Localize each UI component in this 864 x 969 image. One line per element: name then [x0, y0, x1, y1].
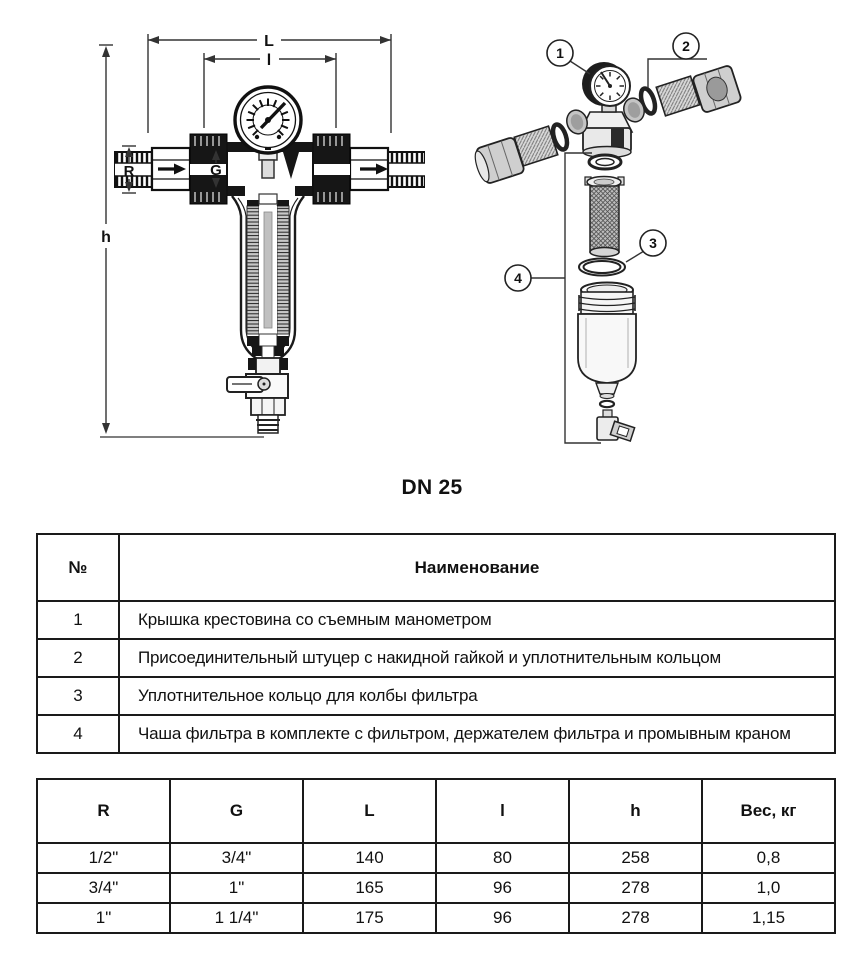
callout-1-leader [570, 61, 590, 74]
dimensions-table [36, 778, 836, 934]
dims-cell: 1,0 [702, 873, 835, 903]
callout-3-leader [626, 251, 644, 262]
callout-3-label: 3 [649, 235, 657, 251]
callout-3 [640, 230, 666, 256]
pressure-gauge [235, 87, 301, 153]
parts-row-2 [37, 639, 835, 677]
dims-cell: 1" [170, 873, 303, 903]
dims-cell: 258 [569, 843, 702, 873]
dims-header-L: L [303, 779, 436, 843]
dims-header-R: R [37, 779, 170, 843]
part-name: Чаша фильтра в комплекте с фильтром, держателем фильтра и промывным краном [119, 715, 835, 753]
bowl-oring [579, 259, 625, 276]
filter-bowl [578, 283, 636, 399]
filter-bowl-section [232, 194, 304, 366]
dims-cell: 1,15 [702, 903, 835, 933]
parts-header-name: Наименование [119, 534, 835, 601]
gauge-head [582, 62, 630, 106]
part-name: Крышка крестовина со съемным манометром [119, 601, 835, 639]
technical-drawing-cross-section [85, 18, 425, 465]
callout-1 [547, 40, 573, 66]
fitting-right-nut [692, 65, 742, 114]
part-name: Уплотнительное кольцо для колбы фильтра [119, 677, 835, 715]
dims-cell: 175 [303, 903, 436, 933]
dims-cell: 80 [436, 843, 569, 873]
dim-label-L: L [264, 33, 274, 50]
dims-cell: 96 [436, 903, 569, 933]
exploded-view-drawing [455, 18, 755, 465]
part-number: 4 [37, 715, 119, 753]
dims-header-G: G [170, 779, 303, 843]
dims-cell: 165 [303, 873, 436, 903]
drain-valve-exploded [597, 410, 635, 441]
part-number: 2 [37, 639, 119, 677]
callout-1-label: 1 [556, 45, 564, 61]
dims-cell: 140 [303, 843, 436, 873]
head-gasket [589, 155, 621, 169]
dims-row-1 [37, 843, 835, 873]
dims-cell: 1" [37, 903, 170, 933]
dims-cell: 96 [436, 873, 569, 903]
dims-row-2 [37, 873, 835, 903]
dim-label-G: G [210, 162, 222, 179]
dims-header-l: l [436, 779, 569, 843]
parts-row-1 [37, 601, 835, 639]
dim-label-R: R [123, 163, 135, 180]
callout-4-label: 4 [514, 270, 522, 286]
dims-cell: 1/2" [37, 843, 170, 873]
parts-row-3 [37, 677, 835, 715]
dims-header-h: h [569, 779, 702, 843]
dims-cell: 278 [569, 903, 702, 933]
dims-header-row [37, 779, 835, 843]
part-number: 3 [37, 677, 119, 715]
drain-valve [227, 358, 288, 433]
dim-label-h: h [101, 229, 111, 246]
parts-header-row [37, 534, 835, 601]
callout-4 [505, 265, 531, 291]
dims-cell: 1 1/4" [170, 903, 303, 933]
mesh-cartridge [585, 177, 624, 257]
dims-cell: 0,8 [702, 843, 835, 873]
dims-cell: 278 [569, 873, 702, 903]
part-name: Присоединительный штуцер с накидной гайкой и уплотнительным кольцом [119, 639, 835, 677]
dims-cell: 3/4" [37, 873, 170, 903]
drain-oring [600, 401, 614, 407]
part-number: 1 [37, 601, 119, 639]
callout-2 [673, 33, 699, 59]
callout-2-label: 2 [682, 38, 690, 54]
parts-row-4 [37, 715, 835, 753]
dims-header-weight: Вес, кг [702, 779, 835, 843]
model-title: DN 25 [401, 476, 463, 499]
dim-label-l: l [266, 52, 272, 69]
dims-row-3 [37, 903, 835, 933]
parts-table [36, 533, 836, 754]
parts-header-num: № [37, 534, 119, 601]
dims-cell: 3/4" [170, 843, 303, 873]
